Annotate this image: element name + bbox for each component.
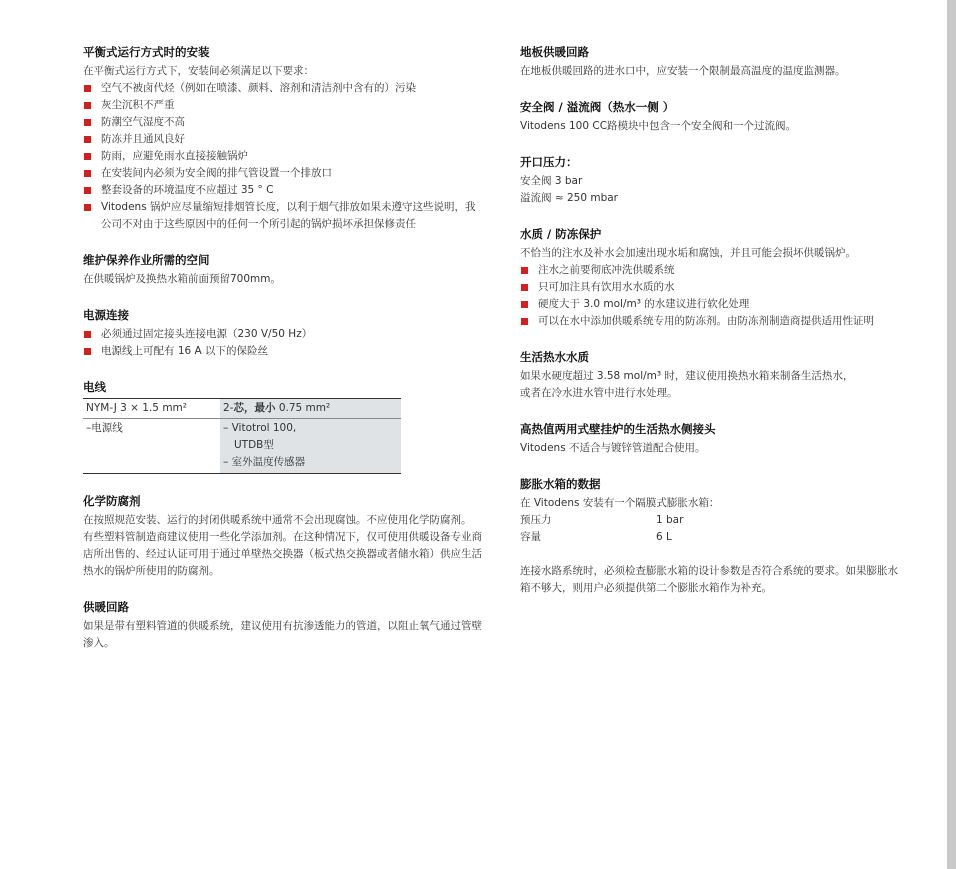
- table-cell: NYM-J 3 × 1.5 mm²: [83, 399, 220, 419]
- list-item: 必须通过固定接头连接电源（230 V/50 Hz）: [83, 326, 483, 343]
- wall-connection-text: Vitodens 不适合与镀锌管道配合使用。: [520, 442, 706, 454]
- section-maintenance: [83, 252, 483, 288]
- antifreeze-paragraph: 在按照规范安装、运行的封闭供暖系统中通常不会出现腐蚀。不应使用化学防腐剂。: [83, 514, 472, 526]
- list-item: 整套设备的环境温度不应超过 35 ° C: [83, 182, 483, 199]
- list-item: 可以在水中添加供暖系统专用的防冻剂。由防冻剂制造商提供适用性证明: [520, 313, 900, 330]
- expansion-row: [520, 512, 900, 529]
- table-cell: [220, 419, 401, 474]
- table-cell: –电源线: [83, 419, 220, 474]
- wall-connection-heading: 高热值两用式壁挂炉的生活热水侧接头: [520, 422, 716, 436]
- expansion-heading: 膨胀水箱的数据: [520, 477, 601, 491]
- expansion-value: 1 bar: [656, 514, 684, 526]
- section-expansion: [520, 476, 900, 597]
- dhw-quality-paragraph: 如果水硬度超过 3.58 mol/m³ 时，建议使用换热水箱来制备生活热水，: [520, 370, 854, 382]
- list-item: 电源线上可配有 16 A 以下的保险丝: [83, 343, 483, 360]
- install-intro: 在平衡式运行方式下，安装间必须满足以下要求：: [83, 65, 314, 77]
- heating-circuit-text: 如果是带有塑料管道的供暖系统，建议使用有抗渗透能力的管道，以阻止氧气通过管壁渗入。: [83, 620, 482, 649]
- list-item: 空气不被卤代烃（例如在喷漆、颜料、溶剂和清洁剂中含有的）污染: [83, 80, 483, 97]
- cell-line: – 室外温度传感器: [223, 456, 306, 468]
- antifreeze-heading: 化学防腐剂: [83, 494, 141, 508]
- maintenance-text: 在供暖锅炉及换热水箱前面预留700mm。: [83, 273, 281, 285]
- safety-valve-heading: 安全阀 / 溢流阀（热水一侧 ）: [520, 100, 675, 114]
- expansion-key: 容量: [520, 531, 541, 543]
- list-item: 在安装间内必须为安全阀的排气管设置一个排放口: [83, 165, 483, 182]
- cell-text: 0.75 mm²: [275, 402, 331, 414]
- section-antifreeze: [83, 493, 483, 580]
- list-item: 防冻并且通风良好: [83, 131, 483, 148]
- list-item: 注水之前要彻底冲洗供暖系统: [520, 262, 900, 279]
- section-floor: [520, 44, 900, 80]
- safety-valve-pressure: 安全阀 3 bar: [520, 175, 583, 187]
- expansion-intro: 在 Vitodens 安装有一个隔膜式膨胀水箱：: [520, 497, 720, 509]
- right-column: [520, 44, 900, 616]
- list-item: 防潮空气湿度不高: [83, 114, 483, 131]
- cell-line: – Vitotrol 100,: [223, 422, 297, 434]
- safety-valve-text: Vitodens 100 CC路模块中包含一个安全阀和一个过流阀。: [520, 120, 797, 132]
- power-heading: 电源连接: [83, 308, 129, 322]
- water-quality-list: [520, 262, 900, 330]
- section-install: [83, 44, 483, 233]
- table-cell: [220, 399, 401, 419]
- section-wall-connection: [520, 421, 900, 457]
- section-opening-pressure: [520, 154, 900, 207]
- list-item: 硬度大于 3.0 mol/m³ 的水建议进行软化处理: [520, 296, 900, 313]
- water-quality-intro: 不恰当的注水及补水会加速出现水垢和腐蚀，并且可能会损坏供暖锅炉。: [520, 247, 856, 259]
- section-safety-valve: [520, 99, 900, 135]
- expansion-key: 预压力: [520, 514, 552, 526]
- section-water-quality: [520, 226, 900, 330]
- list-item: 防雨，应避免雨水直接接触锅炉: [83, 148, 483, 165]
- section-power: [83, 307, 483, 360]
- floor-heading: 地板供暖回路: [520, 45, 589, 59]
- water-quality-heading: 水质 / 防冻保护: [520, 227, 602, 241]
- cable-heading: 电线: [83, 380, 106, 394]
- scrollbar[interactable]: [947, 0, 956, 869]
- cable-table: [83, 398, 401, 474]
- heating-circuit-heading: 供暖回路: [83, 600, 129, 614]
- dhw-quality-heading: 生活热水水质: [520, 350, 589, 364]
- section-cable: [83, 379, 483, 474]
- section-heating-circuit: [83, 599, 483, 652]
- install-list: [83, 80, 483, 233]
- opening-pressure-heading: 开口压力：: [520, 155, 578, 169]
- left-column: [83, 44, 483, 671]
- list-item: Vitodens 锅炉应尽量缩短排烟管长度，以利于烟气排放如果未遵守这些说明，我公司不对由于这些原因中的任何一个所引起的锅炉损坏承担保修责任: [83, 199, 483, 233]
- cell-line: UTDB型: [234, 439, 274, 451]
- list-item: 灰尘沉积不严重: [83, 97, 483, 114]
- expansion-value: 6 L: [656, 531, 672, 543]
- expansion-row: [520, 529, 900, 546]
- cell-bold-text: 芯，最小: [233, 402, 276, 414]
- cell-text: 2-: [223, 402, 234, 414]
- table-row: [83, 399, 401, 419]
- table-row: [83, 419, 401, 474]
- expansion-note: 连接水路系统时，必须检查膨胀水箱的设计参数是否符合系统的要求。如果膨胀水箱不够大，则用户必须提供第二个膨胀水箱作为补充。: [520, 565, 898, 594]
- install-heading: 平衡式运行方式时的安装: [83, 45, 210, 59]
- maintenance-heading: 维护保养作业所需的空间: [83, 253, 210, 267]
- antifreeze-paragraph: 有些塑料管制造商建议使用一些化学添加剂。在这种情况下，仅可使用供暖设备专业商店所出售的、经过认证可用于通过单壁热交换器（板式热交换器或者储水箱）供应生活热水的锅炉所使用的防腐剂。: [83, 531, 482, 577]
- list-item: 只可加注具有饮用水水质的水: [520, 279, 900, 296]
- power-list: [83, 326, 483, 360]
- overflow-valve-pressure: 溢流阀 ≈ 250 mbar: [520, 192, 618, 204]
- section-dhw-quality: [520, 349, 900, 402]
- dhw-quality-paragraph: 或者在冷水进水管中进行水处理。: [520, 387, 678, 399]
- floor-text: 在地板供暖回路的进水口中，应安装一个限制最高温度的温度监测器。: [520, 65, 846, 77]
